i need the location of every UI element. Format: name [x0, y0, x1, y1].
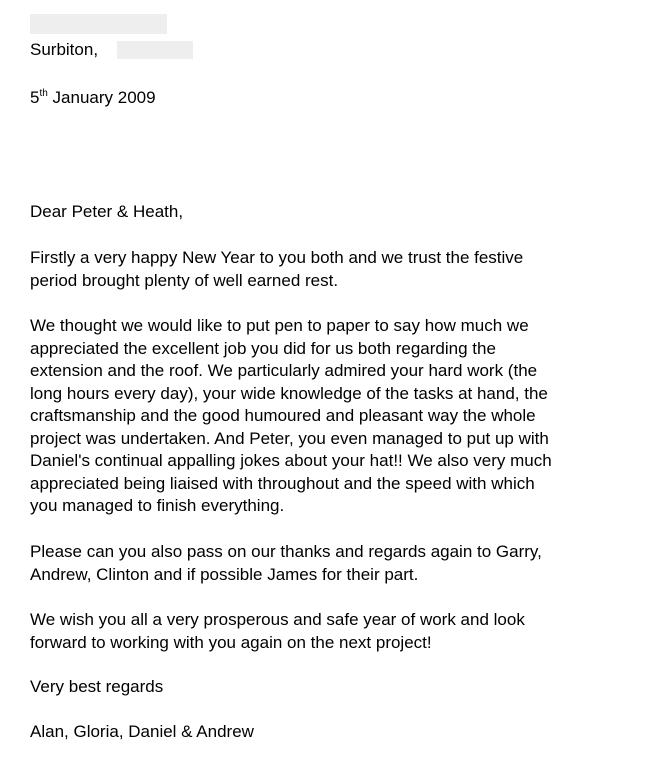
- date-suffix: th: [39, 88, 48, 99]
- paragraph-line: Firstly a very happy New Year to you both and we trust the festive: [30, 248, 524, 267]
- paragraph-line: We wish you all a very prosperous and safe year of work and look: [30, 610, 525, 629]
- paragraph-line: long hours every day), your wide knowledge of the tasks at hand, the: [30, 383, 548, 403]
- paragraph-line: We thought we would like to put pen to paper to say how much we: [30, 316, 529, 335]
- signatories: Alan, Gloria, Daniel & Andrew: [30, 722, 254, 741]
- paragraph-line: period brought plenty of well earned rest.: [30, 270, 339, 290]
- paragraph-line: Daniel's continual appalling jokes about your hat!! We also very much: [30, 451, 552, 470]
- paragraph-line: Please can you also pass on our thanks and regards again to Garry,: [30, 542, 542, 561]
- paragraph-line: extension and the roof. We particularly admired your hard work (the: [30, 361, 538, 380]
- paragraph-wishes: [30, 609, 630, 654]
- paragraph-line: project was undertaken. And Peter, you even managed to put up with: [30, 428, 549, 448]
- paragraph-line: craftsmanship and the good humoured and pleasant way the whole: [30, 406, 536, 425]
- date-month-year: January 2009: [47, 88, 156, 107]
- redacted-address-line: [30, 14, 167, 34]
- closing: Very best regards: [30, 677, 164, 696]
- paragraph-line: forward to working with you again on the next project!: [30, 632, 432, 652]
- paragraph-new-year: [30, 247, 630, 292]
- address-town: Surbiton,: [30, 40, 99, 59]
- date-day: 5: [30, 88, 40, 107]
- redacted-postcode: [117, 41, 193, 59]
- paragraph-appreciation: [30, 315, 630, 518]
- paragraph-line: appreciated being liaised with throughout and the speed with which: [30, 473, 535, 493]
- paragraph-line: you managed to finish everything.: [30, 496, 285, 515]
- salutation: Dear Peter & Heath,: [30, 202, 184, 221]
- letter-date: [30, 88, 156, 108]
- paragraph-line: Andrew, Clinton and if possible James for their part.: [30, 564, 419, 584]
- paragraph-line: appreciated the excellent job you did for us both regarding the: [30, 338, 496, 358]
- paragraph-thanks: [30, 541, 630, 586]
- address-town-line: [30, 40, 98, 60]
